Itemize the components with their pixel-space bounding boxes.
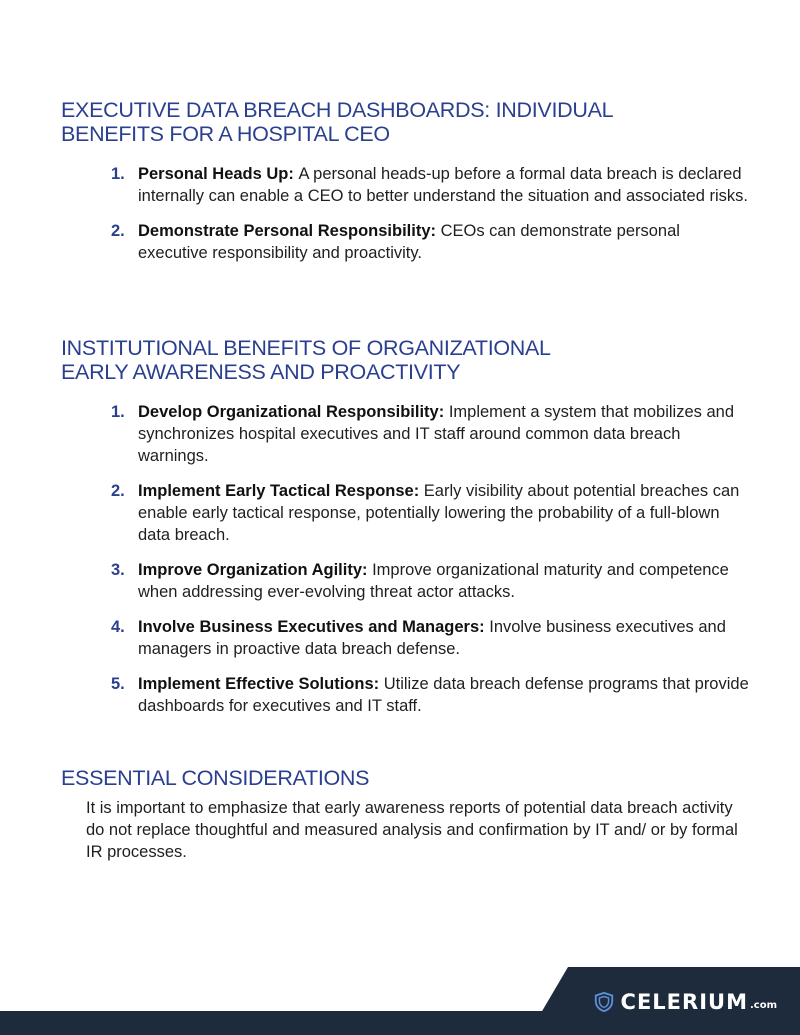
list-item bbox=[61, 559, 751, 603]
list-number: 2. bbox=[111, 222, 125, 240]
list-item bbox=[61, 616, 751, 660]
list-term: Implement Effective Solutions: bbox=[138, 675, 384, 693]
benefit-list bbox=[61, 401, 751, 717]
list-text: Utilize data breach defense programs that provide dashboards for executives and IT staff. bbox=[138, 675, 749, 715]
logo-wordmark: CELERIUM bbox=[620, 990, 748, 1014]
list-number: 1. bbox=[111, 165, 125, 183]
considerations-paragraph: It is important to emphasize that early awareness reports of potential data breach activity do not replace thoughtful and measured analysis and confirmation by IT and/ or by formal IR processes. bbox=[86, 799, 738, 861]
list-text: Improve organizational maturity and competence when addressing ever-evolving threat actor attacks. bbox=[138, 561, 729, 601]
section-title bbox=[61, 766, 751, 790]
logo-suffix: .com bbox=[749, 1000, 777, 1011]
list-term: Involve Business Executives and Managers: bbox=[138, 618, 490, 636]
benefit-list bbox=[61, 163, 751, 264]
list-term: Develop Organizational Responsibility: bbox=[138, 403, 449, 421]
section-title-line: ESSENTIAL CONSIDERATIONS bbox=[61, 766, 370, 790]
section-title bbox=[61, 98, 751, 146]
list-text: CEOs can demonstrate personal executive responsibility and proactivity. bbox=[138, 222, 680, 262]
list-number: 3. bbox=[111, 561, 125, 579]
list-term: Personal Heads Up: bbox=[138, 165, 299, 183]
list-number: 2. bbox=[111, 482, 125, 500]
list-term: Implement Early Tactical Response: bbox=[138, 482, 424, 500]
list-item bbox=[61, 163, 751, 207]
section-executive-benefits bbox=[61, 98, 751, 277]
shield-icon bbox=[593, 991, 615, 1013]
list-text: Early visibility about potential breaches can enable early tactical response, potentially lowering the probability of a full-blown data breach. bbox=[138, 482, 740, 544]
list-text: A personal heads-up before a formal data breach is declared internally can enable a CEO to better understand the situation and associated risks. bbox=[138, 165, 748, 205]
section-title-line: INSTITUTIONAL BENEFITS OF ORGANIZATIONAL bbox=[61, 336, 551, 360]
celerium-logo bbox=[593, 991, 777, 1013]
section-title bbox=[61, 336, 751, 384]
list-text: Involve business executives and managers in proactive data breach defense. bbox=[138, 618, 726, 658]
list-term: Demonstrate Personal Responsibility: bbox=[138, 222, 441, 240]
list-term: Improve Organization Agility: bbox=[138, 561, 373, 579]
section-essential-considerations bbox=[61, 766, 751, 863]
section-title-line: BENEFITS FOR A HOSPITAL CEO bbox=[61, 122, 390, 146]
list-number: 1. bbox=[111, 403, 125, 421]
section-institutional-benefits bbox=[61, 336, 751, 730]
list-item bbox=[61, 401, 751, 467]
list-number: 4. bbox=[111, 618, 125, 636]
list-item bbox=[61, 673, 751, 717]
list-number: 5. bbox=[111, 675, 125, 693]
list-item bbox=[61, 480, 751, 546]
list-text: Implement a system that mobilizes and synchronizes hospital executives and IT staff around common data breach warnings. bbox=[138, 403, 735, 465]
section-title-line: EXECUTIVE DATA BREACH DASHBOARDS: INDIVIDUAL bbox=[61, 98, 614, 122]
list-item bbox=[61, 220, 751, 264]
section-title-line: EARLY AWARENESS AND PROACTIVITY bbox=[61, 360, 461, 384]
